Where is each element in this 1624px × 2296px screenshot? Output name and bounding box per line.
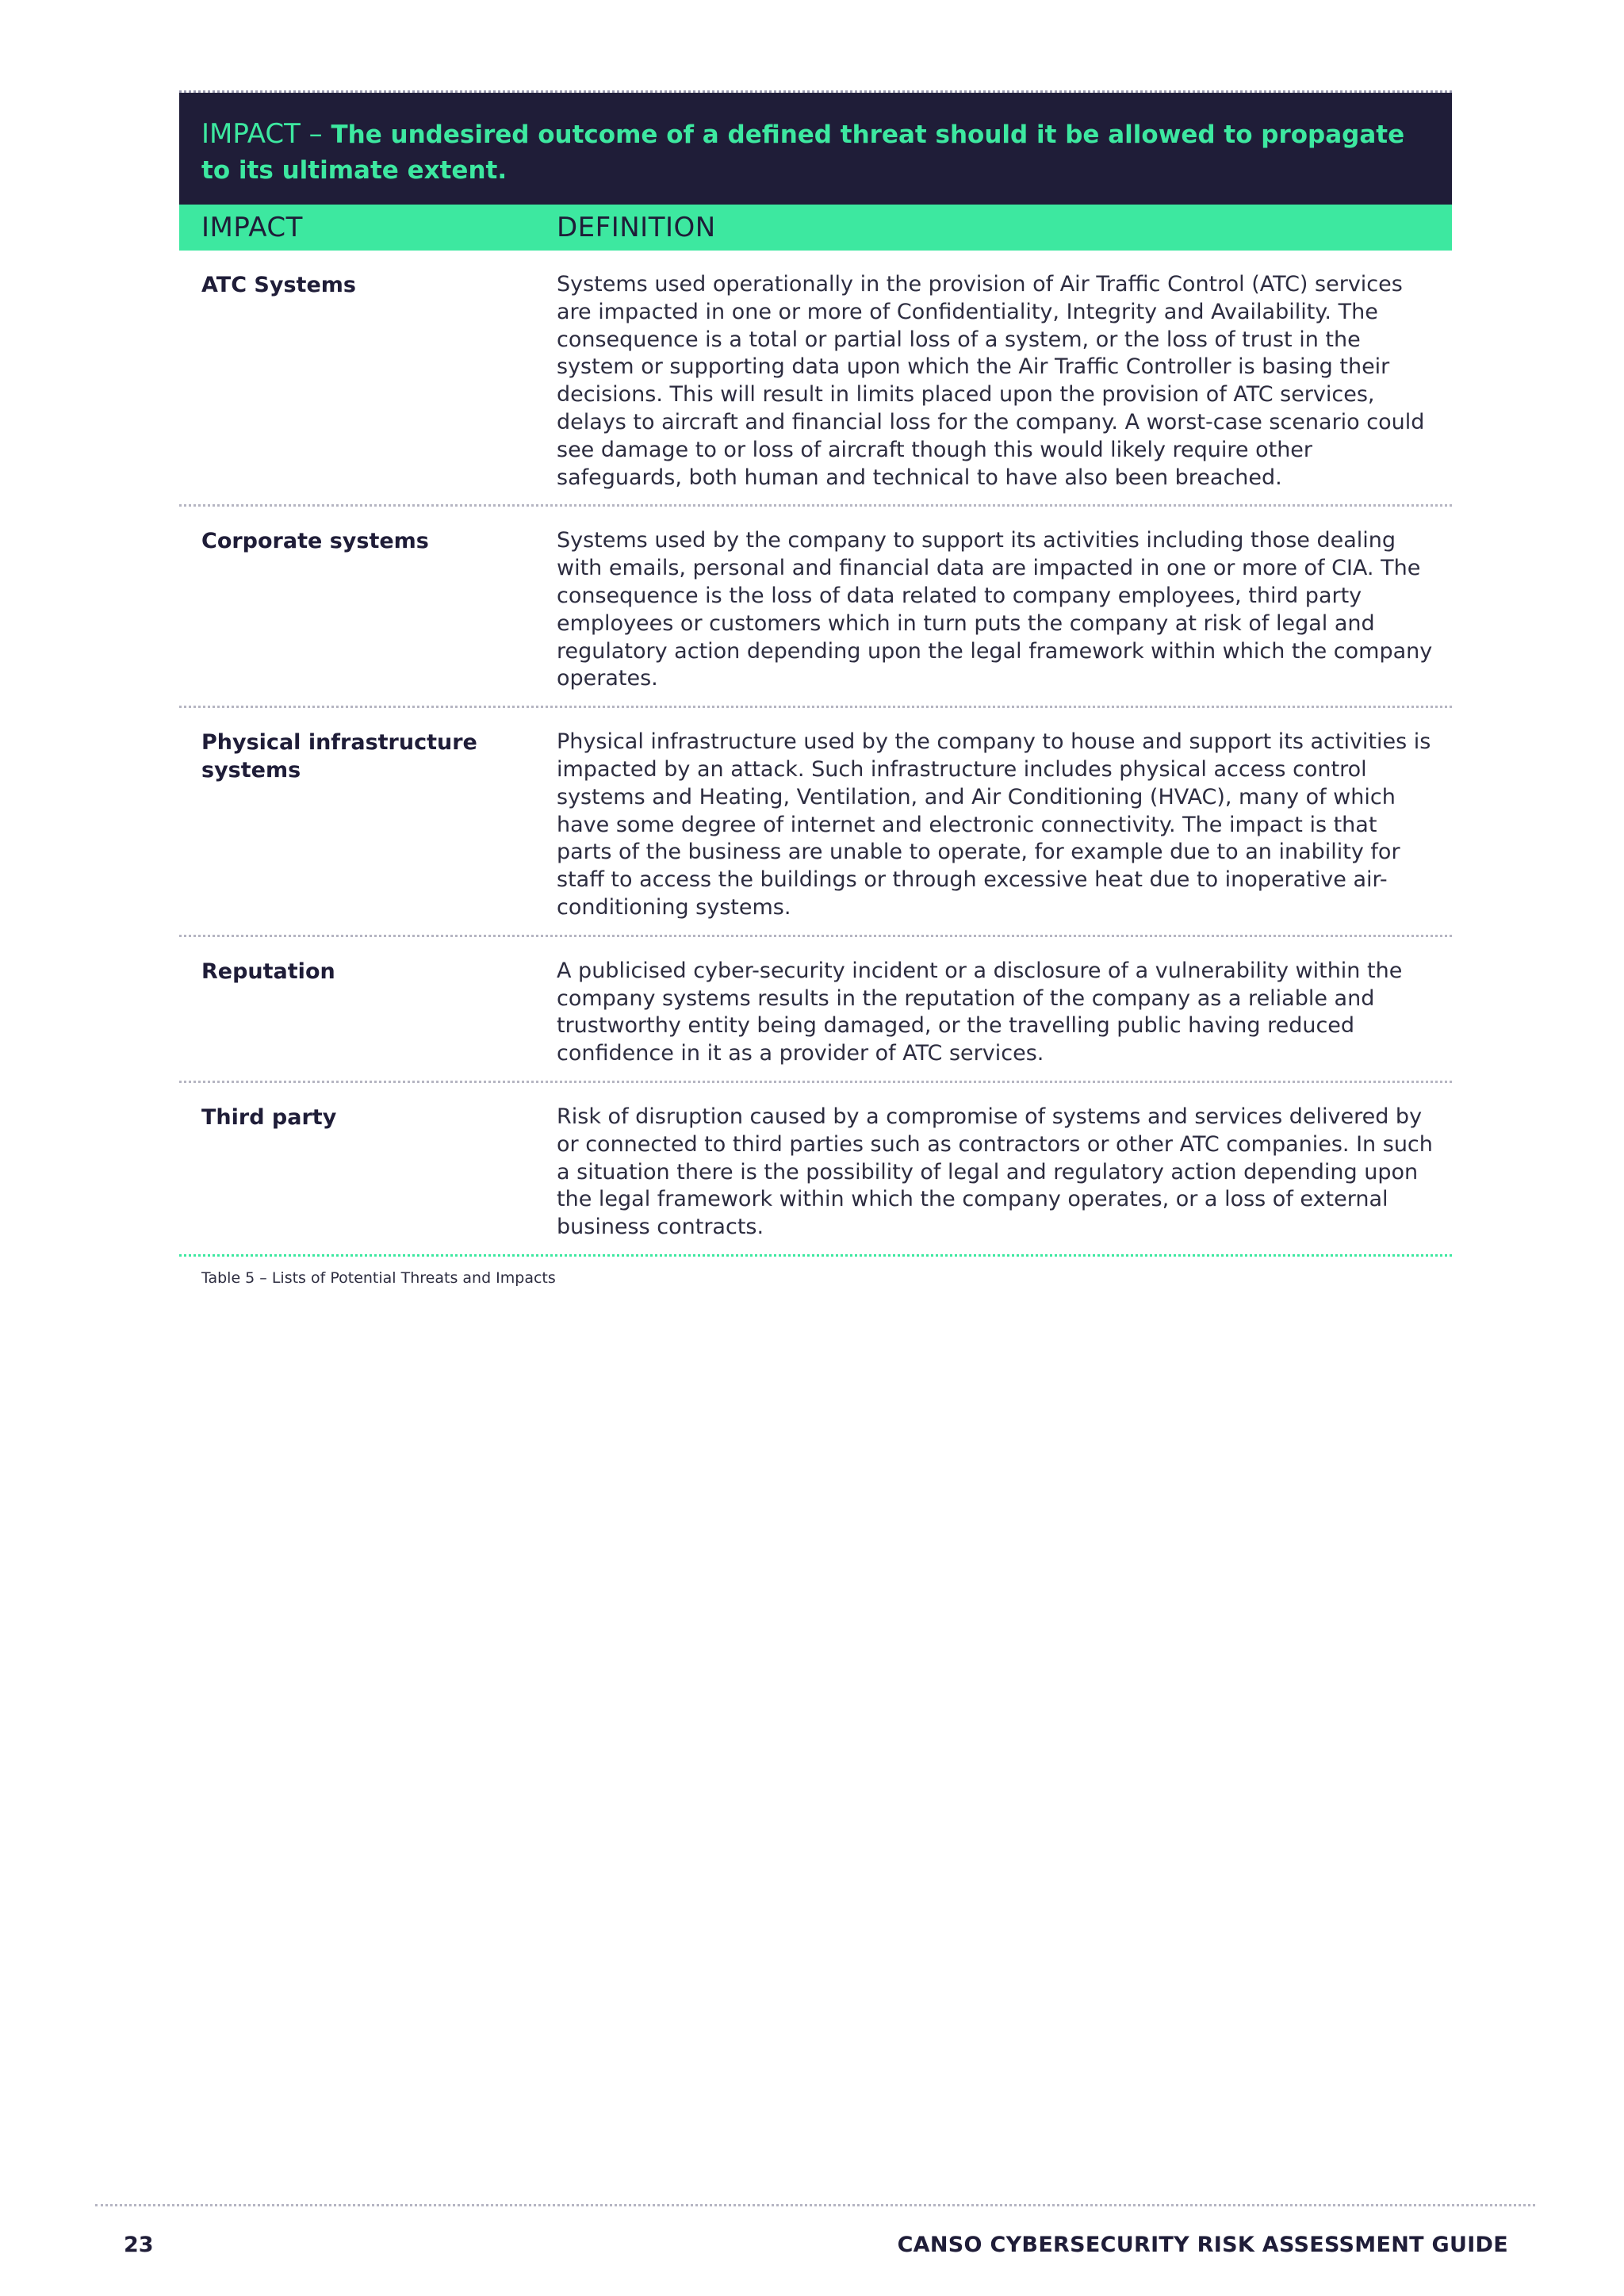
table-header-row [179, 205, 1452, 251]
impact-cell: Corporate systems [201, 529, 429, 554]
table-banner [179, 93, 1452, 205]
impact-cell: Physical infrastructure systems [201, 730, 477, 783]
impact-cell: ATC Systems [201, 273, 356, 297]
table-row [179, 251, 1452, 507]
header-impact: IMPACT [201, 212, 303, 243]
definition-cell: A publicised cyber-security incident or a disclosure of a vulnerability within the company systems results in the reputation of the company as a reliable and trustworthy entity being damaged, or the travelling public having reduced confidence in it as a provider of ATC services. [557, 958, 1403, 1066]
table-row [179, 507, 1452, 708]
impact-cell: Reputation [201, 959, 335, 984]
banner-description: The undesired outcome of a defined threat should it be allowed to propagate to its ultimate extent. [201, 121, 1405, 185]
table-row [179, 1083, 1452, 1257]
banner-heading [201, 117, 1430, 189]
document-title: CANSO CYBERSECURITY RISK ASSESSMENT GUIDE [897, 2233, 1508, 2257]
table-caption: Table 5 – Lists of Potential Threats and Impacts [201, 1269, 556, 1287]
table-row [179, 708, 1452, 937]
banner-lead: IMPACT – [201, 118, 331, 150]
definition-cell: Physical infrastructure used by the company to house and support its activities is impacted by an attack. Such infrastructure includes physical access control systems and Heating, Ventilation, and Air Conditioning (HVAC), many of which have some degree of internet and electronic connectivity. The impact is that parts of the business are unable to operate, for example due to an inability for staff to access the buildings or through excessive heat due to inoperative air-conditioning systems. [557, 729, 1431, 920]
definition-cell: Systems used operationally in the provision of Air Traffic Control (ATC) services are impacted in one or more of Confidentiality, Integrity and Availability. The consequence is a total or partial loss of a system, or the loss of trust in the system or supporting data upon which the Air Traffic Controller is basing their decisions. This will result in limits placed upon the provision of ATC services, delays to aircraft and financial loss for the company. A worst-case scenario could see damage to or loss of aircraft though this would likely require other safeguards, both human and technical to have also been breached. [557, 272, 1425, 490]
header-definition: DEFINITION [557, 212, 716, 243]
definition-cell: Risk of disruption caused by a compromise of systems and services delivered by or connected to third parties such as contractors or other ATC companies. In such a situation there is the possibility of legal and regulatory action depending upon the legal framework within which the company operates, or a loss of external business contracts. [557, 1104, 1433, 1240]
impact-cell: Third party [201, 1104, 337, 1130]
footer-divider [95, 2204, 1535, 2206]
impact-table [179, 90, 1452, 1287]
definition-cell: Systems used by the company to support its activities including those dealing with emails, personal and financial data are impacted in one or more of CIA. The consequence is the loss of data related to company employees, third party employees or customers which in turn puts the company at risk of legal and regulatory action depending upon the legal framework within which the company operates. [557, 528, 1433, 691]
page-number: 23 [124, 2233, 154, 2257]
table-row [179, 937, 1452, 1083]
